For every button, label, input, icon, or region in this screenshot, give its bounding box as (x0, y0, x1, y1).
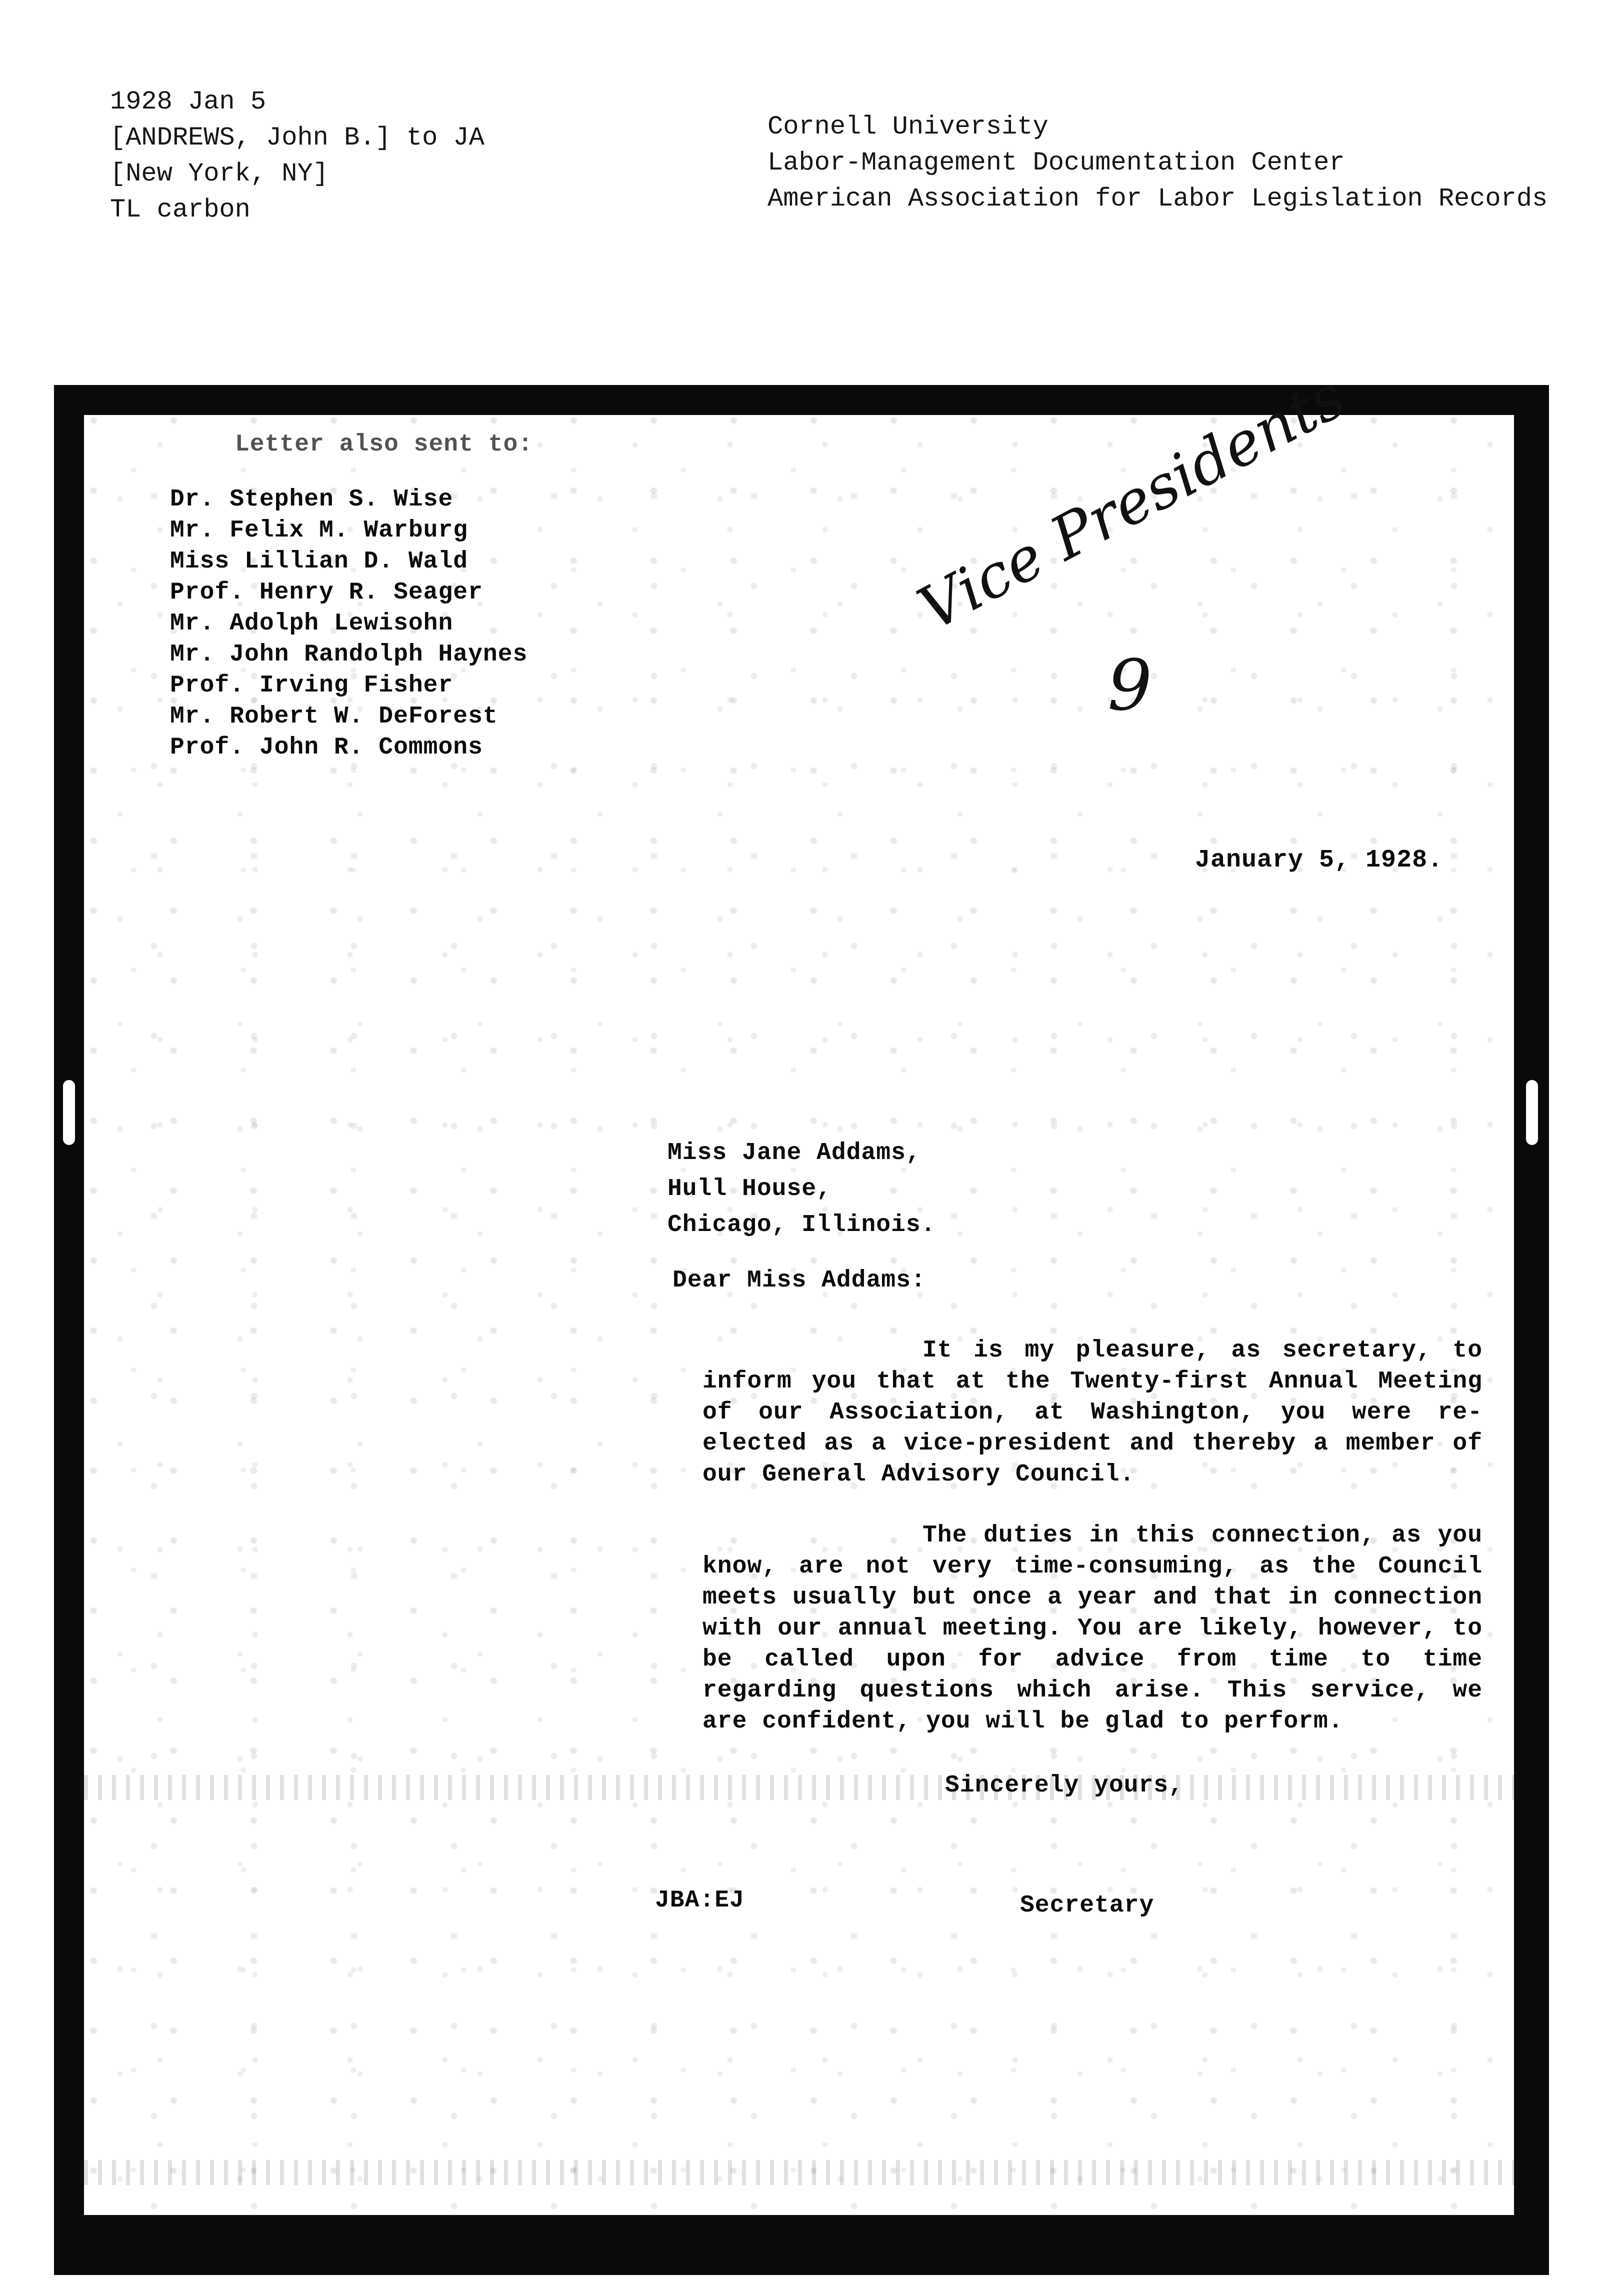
closing: Sincerely yours, (945, 1772, 1184, 1799)
handwritten-count: 9 (1108, 645, 1152, 726)
archive-repository (768, 109, 1578, 217)
archive-place: [New York, NY] (110, 159, 328, 188)
body-paragraph: The duties in this connection, as you know, are not very time-consuming, as the Council meets usually but once a year and that in connection with our annual meeting. You are likely, however, to be called upon for advice from time to time regarding questions which arise. This service, we are confident, you will be glad to perform. (702, 1522, 1482, 1735)
right-edge-notch (1521, 1075, 1543, 1150)
signature-title: Secretary (1020, 1892, 1154, 1919)
recipient: Mr. Robert W. DeForest (170, 703, 498, 730)
letter-date: January 5, 1928. (1195, 846, 1444, 874)
recipient: Prof. John R. Commons (170, 734, 483, 761)
recipient: Miss Lillian D. Wald (170, 548, 468, 575)
letter-body (702, 1335, 1482, 1767)
address-line: Chicago, Illinois. (668, 1212, 936, 1238)
recipient-address (668, 1135, 936, 1243)
repository-university: Cornell University (768, 112, 1048, 142)
left-edge-notch (58, 1075, 80, 1150)
recipient: Mr. Adolph Lewisohn (170, 610, 454, 637)
repository-collection: American Association for Labor Legislation Records (768, 184, 1548, 214)
photocopy-smudge-band (84, 1775, 1514, 1800)
address-line: Miss Jane Addams, (668, 1140, 921, 1166)
recipient: Mr. Felix M. Warburg (170, 517, 468, 544)
salutation: Dear Miss Addams: (672, 1267, 926, 1294)
typist-initials: JBA:EJ (655, 1887, 744, 1914)
recipient: Prof. Henry R. Seager (170, 579, 483, 606)
archive-document-type: TL carbon (110, 195, 250, 224)
archive-correspondents: [ANDREWS, John B.] to JA (110, 123, 484, 152)
photocopy-smudge-band (84, 2160, 1514, 2185)
recipient: Dr. Stephen S. Wise (170, 486, 454, 513)
archive-citation (110, 84, 660, 228)
recipient: Prof. Irving Fisher (170, 672, 454, 699)
recipients-heading: Letter also sent to: (235, 431, 534, 458)
recipient: Mr. John Randolph Haynes (170, 641, 528, 668)
repository-center: Labor-Management Documentation Center (768, 148, 1345, 178)
recipients-list (170, 484, 528, 763)
archive-date: 1928 Jan 5 (110, 87, 266, 116)
handwritten-note: Vice Presidents (907, 362, 1356, 644)
body-paragraph: It is my pleasure, as secretary, to inform you that at the Twenty-first Annual Meeting of our Association, at Washington, you were re-elected as a vice-president and thereby a member of our General Advisory Council. (702, 1337, 1482, 1488)
address-line: Hull House, (668, 1176, 832, 1202)
